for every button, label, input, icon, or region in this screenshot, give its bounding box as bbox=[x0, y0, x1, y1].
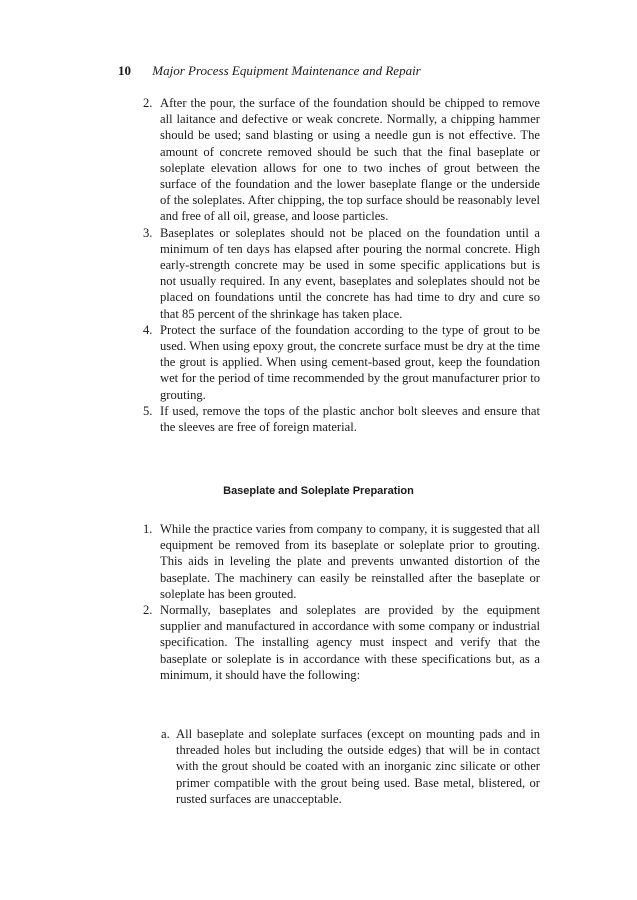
list-item bbox=[0, 322, 540, 403]
preparation-steps-list bbox=[0, 521, 637, 683]
list-item-text: Baseplates or soleplates should not be placed on the foundation until a minimum of ten days has elapsed after pouring the normal concrete. High early-strength concrete may be used in some specific applications but is not usually required. In any event, baseplates and soleplates should not be placed on foundations until the concrete has had time to dry and cure so that 85 percent of the shrinkage has taken place. bbox=[160, 225, 540, 321]
list-item bbox=[0, 602, 540, 683]
foundation-steps-list bbox=[0, 95, 637, 435]
list-item-text: If used, remove the tops of the plastic anchor bolt sleeves and ensure that the sleeves are free of foreign material. bbox=[160, 403, 540, 435]
list-item bbox=[0, 95, 540, 225]
list-item-number: 2. bbox=[143, 603, 153, 618]
list-item-number: 1. bbox=[143, 522, 153, 536]
list-item-text: While the practice varies from company to company, it is suggested that all equipment be removed from its baseplate or soleplate prior to grouting. This aids in leveling the plate and prevents unwanted distortion of the baseplate. The machinery can easily be reinstalled after the baseplate or soleplate has been grouted. bbox=[160, 522, 540, 601]
list-item-text: After the pour, the surface of the foundation should be chipped to remove all laitance and defective or weak concrete. Normally, a chipping hammer should be used; sand blasting or using a needle gun is not effective. The amount of concrete removed should be such that the final baseplate or soleplate elevation allows for one to two inches of grout between the surface of the foundation and the lower baseplate flange or the underside of the soleplates. After chipping, the top surface should be reasonably level and free of all oil, grease, and loose particles. bbox=[160, 96, 540, 224]
list-item-text: Normally, baseplates and soleplates are provided by the equipment supplier and manufactured in accordance with some company or industrial specification. The installing agency must inspect and verify that the baseplate or soleplate is in accordance with these specifications but, as a minimum, it should have the following: bbox=[160, 603, 540, 682]
list-item bbox=[0, 521, 540, 602]
sublist-item bbox=[0, 726, 540, 807]
list-item-number: 5. bbox=[143, 403, 153, 418]
list-item-number: 4. bbox=[143, 322, 153, 337]
sublist-item-letter: a. bbox=[161, 727, 170, 741]
page-number: 10 bbox=[118, 63, 131, 78]
list-item-text: Protect the surface of the foundation according to the type of grout to be used. When using epoxy grout, the concrete surface must be dry at the time the grout is applied. When using cement-based grout, keep the foundation wet for the period of time recommended by the grout manufacturer prior to grouting. bbox=[160, 322, 540, 402]
list-item-number: 2. bbox=[143, 96, 153, 110]
running-header bbox=[118, 63, 421, 79]
section-heading: Baseplate and Soleplate Preparation bbox=[223, 485, 414, 497]
sublist-item-text: All baseplate and soleplate surfaces (except on mounting pads and in threaded holes but including the outside edges) that will be in contact with the grout should be coated with an inorganic zinc silicate or other primer compatible with the grout being used. Base metal, blistered, or rusted surfaces are unacceptable. bbox=[176, 727, 540, 806]
requirements-sublist bbox=[0, 726, 637, 807]
list-item bbox=[0, 225, 540, 322]
book-title: Major Process Equipment Maintenance and Repair bbox=[152, 63, 421, 78]
list-item bbox=[0, 403, 540, 435]
list-item-number: 3. bbox=[143, 225, 153, 240]
